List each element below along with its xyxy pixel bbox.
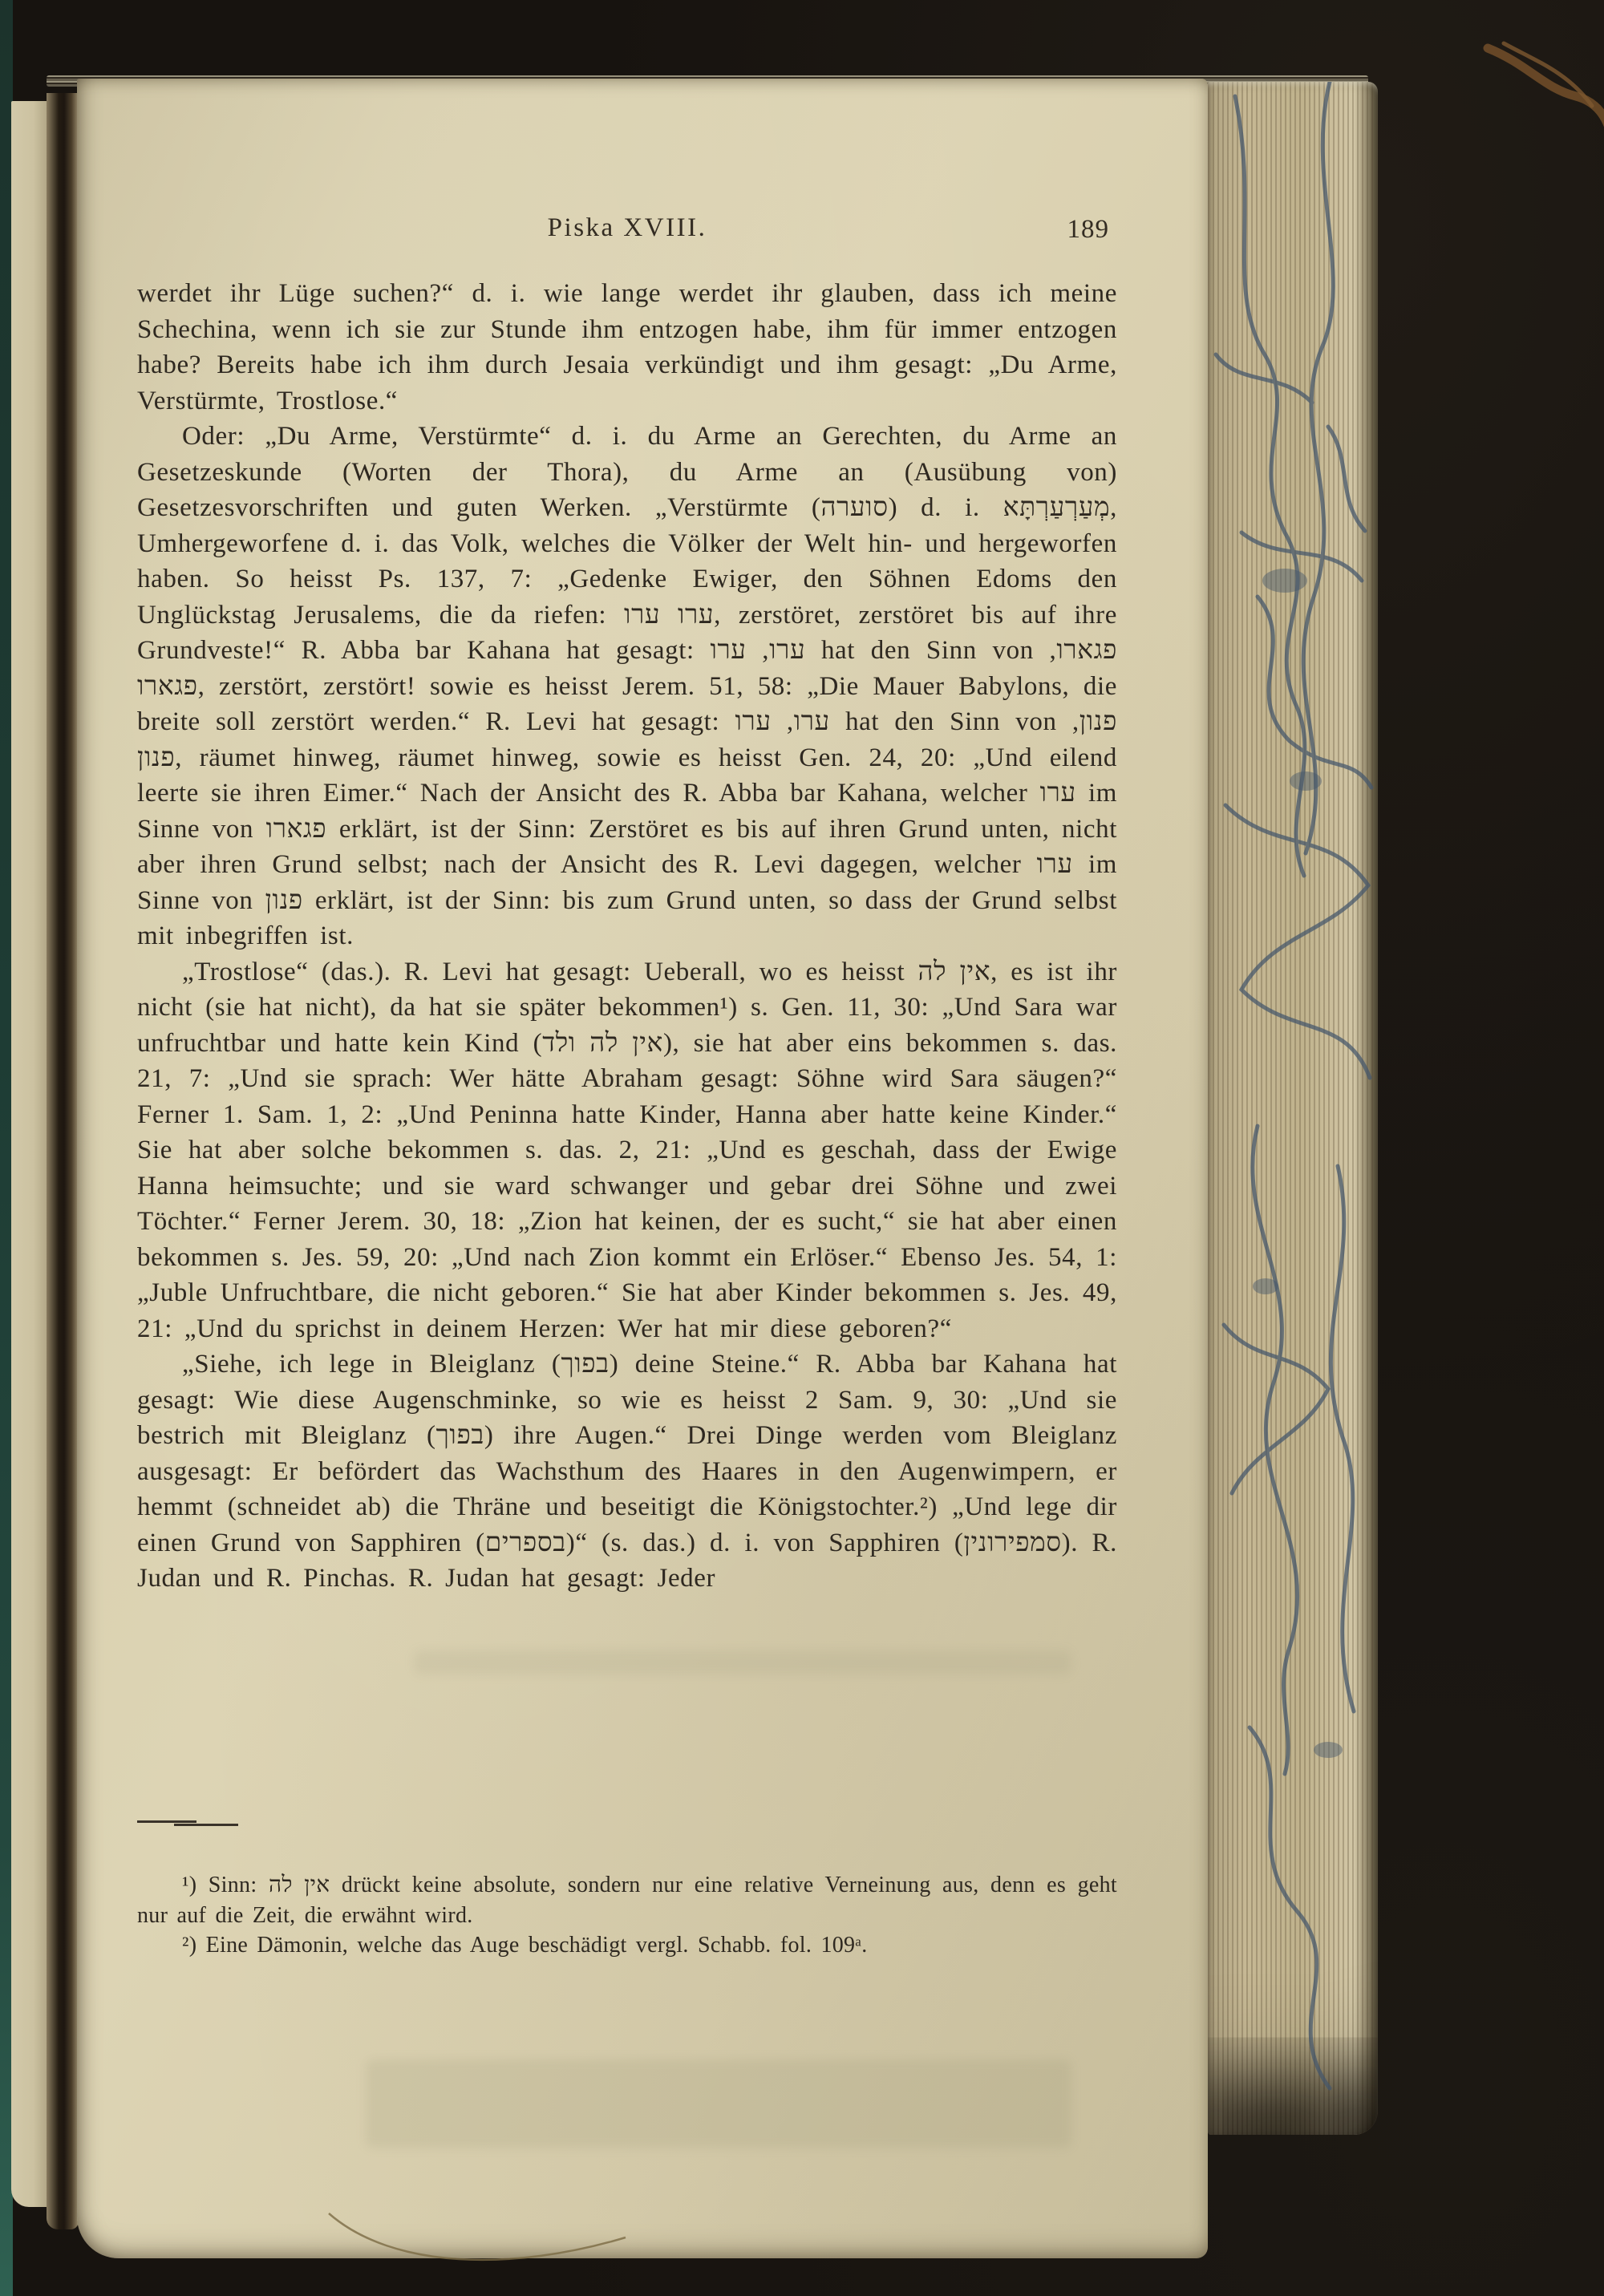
book-page: [77, 79, 1208, 2258]
hair-artifact: [305, 2181, 642, 2278]
footnotes: [137, 1870, 1117, 1961]
footnote: ²) Eine Dämonin, welche das Auge beschädigt vergl. Schabb. fol. 109ᵃ.: [182, 1933, 868, 1958]
running-head: [137, 213, 1117, 249]
show-through-ghosting: [414, 1650, 1071, 1674]
body-paragraph: „Siehe, ich lege in Bleiglanz (בפוך) deine Steine.“ R. Abba bar Kahana hat gesagt: Wie diese Augenschminke, so wie es heisst 2 Sam. 9, 30: „Und sie bestrich mit Bleiglanz (בפוך) ihre Augen.“ Drei Dinge werden vom Bleiglanz ausgesagt: Er befördert das Wachsthum des Haares in den Augenwimpern, er hemmt (schneidet ab) die Thräne und beseitigt die Königstochter.²) „Und lege dir einen Grund von Sapphiren (בספרים)“ (s. das.) d. i. von Sapphiren (סמפירונין). R. Judan und R. Pinchas. R. Judan hat gesagt: Jeder: [137, 1350, 1118, 1593]
body-text: [137, 276, 1117, 1597]
body-paragraph: „Trostlose“ (das.). R. Levi hat gesagt: Ueberall, wo es heisst אין לה, es ist ihr nicht (sie hat nicht), da hat sie später bekommen¹) s. Gen. 11, 30: „Und Sara war unfruchtbar und hatte kein Kind (אין לה ולד), sie hat aber eins bekommen s. das. 21, 7: „Und sie sprach: Wer hätte Abraham gesagt: Söhne wird Sara säugen?“ Ferner 1. Sam. 1, 2: „Und Peninna hatte Kinder, Hanna aber hatte keine Kinder.“ Sie hat aber solche bekommen s. das. 2, 21: „Und es geschah, dass der Ewige Hanna heimsuchte; und sie ward schwanger und gebar drei Söhne und zwei Töchter.“ Ferner Jerem. 30, 18: „Zion hat keinen, der es sucht,“ sie hat aber einen bekommen s. Jes. 59, 20: „Und nach Zion kommt ein Erlöser.“ Ebenso Jes. 54, 1: „Juble Unfruchtbare, die nicht geboren.“ Sie hat aber Kinder bekommen s. Jes. 49, 21: „Und du sprichst in deinem Herzen: Wer hat mir diese geboren?“: [137, 957, 1118, 1343]
page-number: 189: [1067, 215, 1109, 244]
show-through-ghosting: [366, 2059, 1071, 2148]
cover-fiber: [1472, 32, 1604, 160]
body-paragraph: werdet ihr Lüge suchen?“ d. i. wie lange werdet ihr glauben, dass ich meine Schechina, wenn ich sie zur Stunde ihm entzogen habe, ihm für immer entzogen habe? Bereits habe ich ihm durch Jesaia verkündigt und ihm gesagt: „Du Arme, Verstürmte, Trostlose.“: [137, 279, 1117, 415]
facing-page-edge: [11, 101, 48, 2207]
gutter-shadow: [47, 93, 79, 2229]
footnote: ¹) Sinn: אין לה drückt keine absolute, sondern nur eine relative Verneinung aus, denn es geht nur auf die Zeit, die erwähnt wird.: [137, 1873, 1117, 1928]
body-paragraph: Oder: „Du Arme, Verstürmte“ d. i. du Arme an Gerechten, du Arme an Gesetzeskunde (Worten der Thora), du Arme an (Ausübung von) Gesetzesvorschriften und guten Werken. „Verstürmte (סוערה) d. i. מְעַרְעַרְתָּא, Umhergeworfene d. i. das Volk, welches die Völker der Welt hin- und hergeworfen haben. So heisst Ps. 137, 7: „Gedenke Ewiger, den Söhnen Edoms den Unglückstag Jerusalems, die da riefen: ערו ערו, zerstöret, zerstöret bis auf ihre Grundveste!“ R. Abba bar Kahana hat gesagt: ערו, ערו hat den Sinn von פגארו, פגארו, zerstört, zerstört! sowie es heisst Jerem. 51, 58: „Die Mauer Babylons, die breite soll zerstört werden.“ R. Levi hat gesagt: ערו, ערו hat den Sinn von פנון, פנון, räumet hinweg, räumet hinweg, sowie es heisst Gen. 24, 20: „Und eilend leerte sie ihren Eimer.“ Nach der Ansicht des R. Abba bar Kahana, welcher ערו im Sinne von פגארו erklärt, ist der Sinn: Zerstöret es bis auf ihren Grund unten, nicht aber ihren Grund selbst; nach der Ansicht des R. Levi dagegen, welcher ערו im Sinne von פנון erklärt, ist der Sinn: bis zum Grund unten, so dass der Grund selbst mit inbegriffen ist.: [137, 422, 1118, 950]
fore-edge-marbling: [1208, 82, 1378, 2135]
footnote-separator: [137, 1820, 196, 1823]
running-head-title: Piska XVIII.: [547, 213, 707, 242]
fore-edge: [1208, 82, 1378, 2135]
